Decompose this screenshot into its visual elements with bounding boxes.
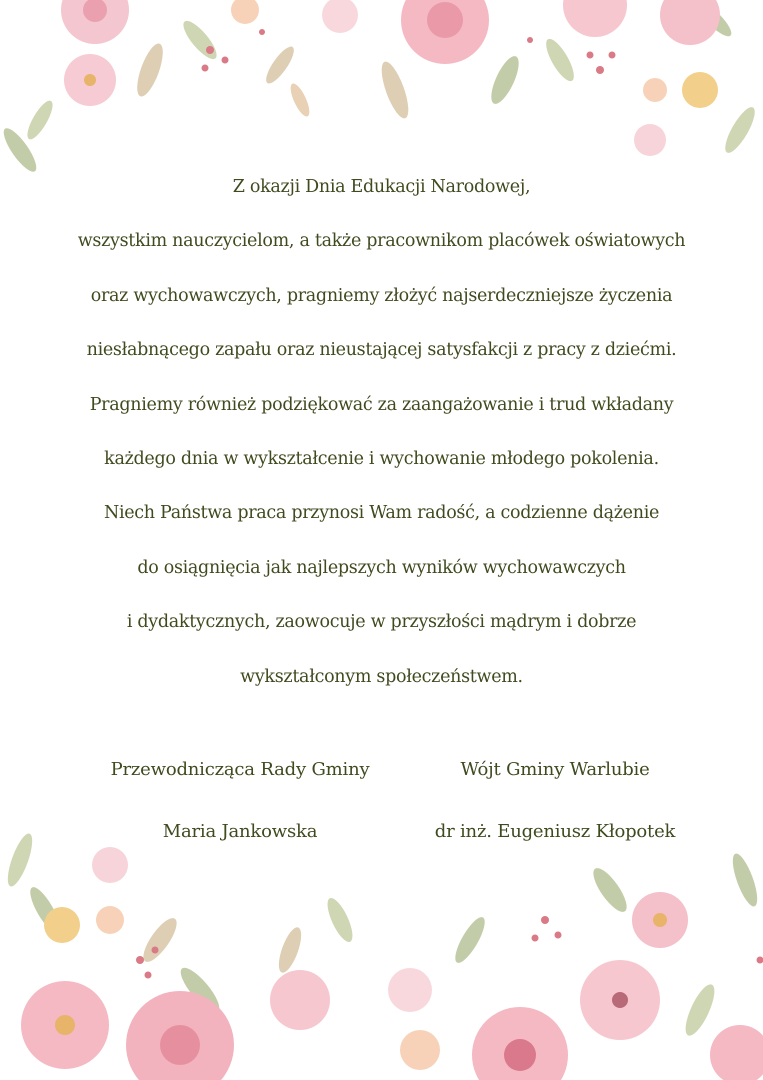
message-line: Z okazji Dnia Edukacji Narodowej, <box>232 177 531 197</box>
message-line: oraz wychowawczych, pragniemy złożyć najserdeczniejsze życzenia <box>90 285 673 306</box>
message-line: niesłabnącego zapału oraz nieustającej satysfakcji z pracy z dziećmi. <box>86 340 677 361</box>
bottom-floral-border <box>0 820 763 1080</box>
signature-role: Wójt Gminy Warlubie <box>460 759 650 780</box>
signature-role: Przewodnicząca Rady Gminy <box>110 759 370 780</box>
message-line: Niech Państwa praca przynosi Wam radość, a codzienne dążenie <box>103 503 660 524</box>
top-floral-border <box>0 0 763 190</box>
message-line: wszystkim nauczycielom, a także pracownikom placówek oświatowych <box>77 231 686 252</box>
signature-name: dr inż. Eugeniusz Kłopotek <box>434 821 676 842</box>
message-line: do osiągnięcia jak najlepszych wyników wychowawczych <box>137 557 626 578</box>
signature-name: Maria Jankowska <box>162 821 318 842</box>
greeting-message <box>0 168 763 712</box>
message-line: wykształconym społeczeństwem. <box>240 666 523 687</box>
message-line: Pragniemy również podziękować za zaangażowanie i trud wkładany <box>89 394 674 415</box>
message-line: każdego dnia w wykształcenie i wychowanie młodego pokolenia. <box>104 448 659 469</box>
message-line: i dydaktycznych, zaowocuje w przyszłości mądrym i dobrze <box>126 612 637 633</box>
